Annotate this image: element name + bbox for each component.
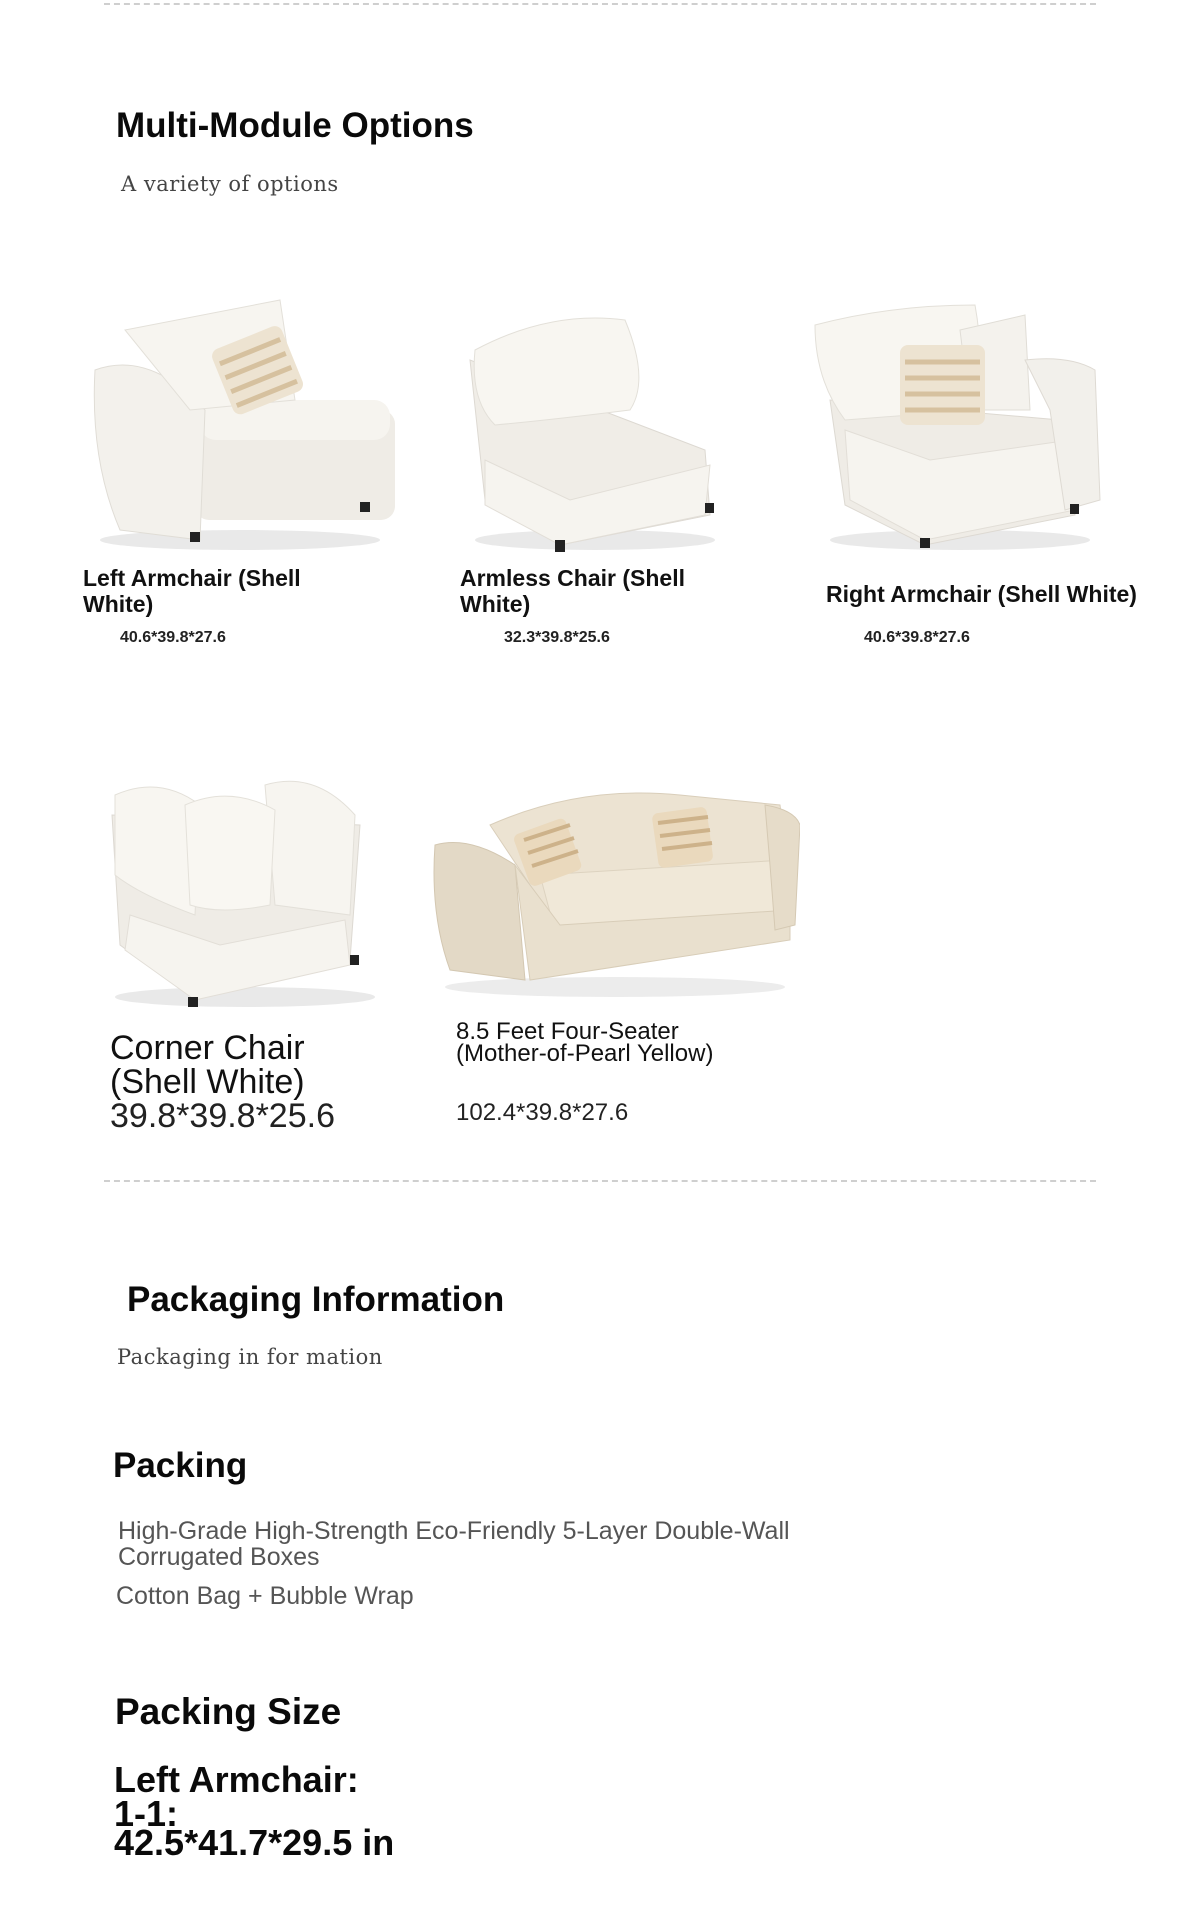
armless-chair-image (460, 300, 730, 560)
product-corner-chair[interactable] (100, 765, 390, 1015)
section-divider (104, 1180, 1096, 1182)
product-name-right-armchair: Right Armchair (Shell White) (826, 581, 1137, 607)
left-armchair-image (80, 290, 400, 560)
right-armchair-image (810, 300, 1110, 560)
packing-line-boxes: High-Grade High-Strength Eco-Friendly 5-Layer Double-Wall Corrugated Boxes (118, 1517, 790, 1572)
product-size-four-seater: 102.4*39.8*27.6 (456, 1099, 629, 1126)
four-seater-image (430, 765, 800, 1005)
packaging-title: Packaging Information (127, 1280, 505, 1319)
product-size-armless-chair: 32.3*39.8*25.6 (504, 629, 610, 646)
packing-size-item-name: Left Armchair: (114, 1759, 359, 1800)
packing-line-wrap: Cotton Bag + Bubble Wrap (116, 1582, 414, 1610)
modules-title: Multi-Module Options (116, 106, 474, 145)
top-divider (104, 3, 1096, 5)
packing-size-item-dims: 42.5*41.7*29.5 in (114, 1822, 395, 1863)
packing-size-item-ratio: 1-1: (114, 1793, 179, 1834)
product-name-left-armchair: Left Armchair (Shell White) (83, 565, 301, 617)
product-name-four-seater: 8.5 Feet Four-Seater (Mother-of-Pearl Yellow) (456, 1018, 714, 1067)
modules-subtitle: A variety of options (121, 172, 339, 196)
packing-size-heading: Packing Size (115, 1691, 342, 1732)
product-name-corner-chair: Corner Chair (Shell White) (110, 1029, 305, 1101)
product-size-left-armchair: 40.6*39.8*27.6 (120, 629, 226, 646)
product-right-armchair[interactable] (810, 300, 1110, 560)
product-left-armchair[interactable] (80, 290, 400, 560)
product-four-seater[interactable] (430, 765, 800, 1005)
product-size-corner-chair: 39.8*39.8*25.6 (110, 1097, 335, 1135)
product-size-right-armchair: 40.6*39.8*27.6 (864, 629, 970, 646)
corner-chair-image (100, 765, 390, 1015)
product-name-armless-chair: Armless Chair (Shell White) (460, 565, 685, 617)
packing-heading: Packing (113, 1446, 248, 1485)
product-armless-chair[interactable] (460, 300, 730, 560)
packaging-subtitle: Packaging in for mation (117, 1345, 383, 1369)
